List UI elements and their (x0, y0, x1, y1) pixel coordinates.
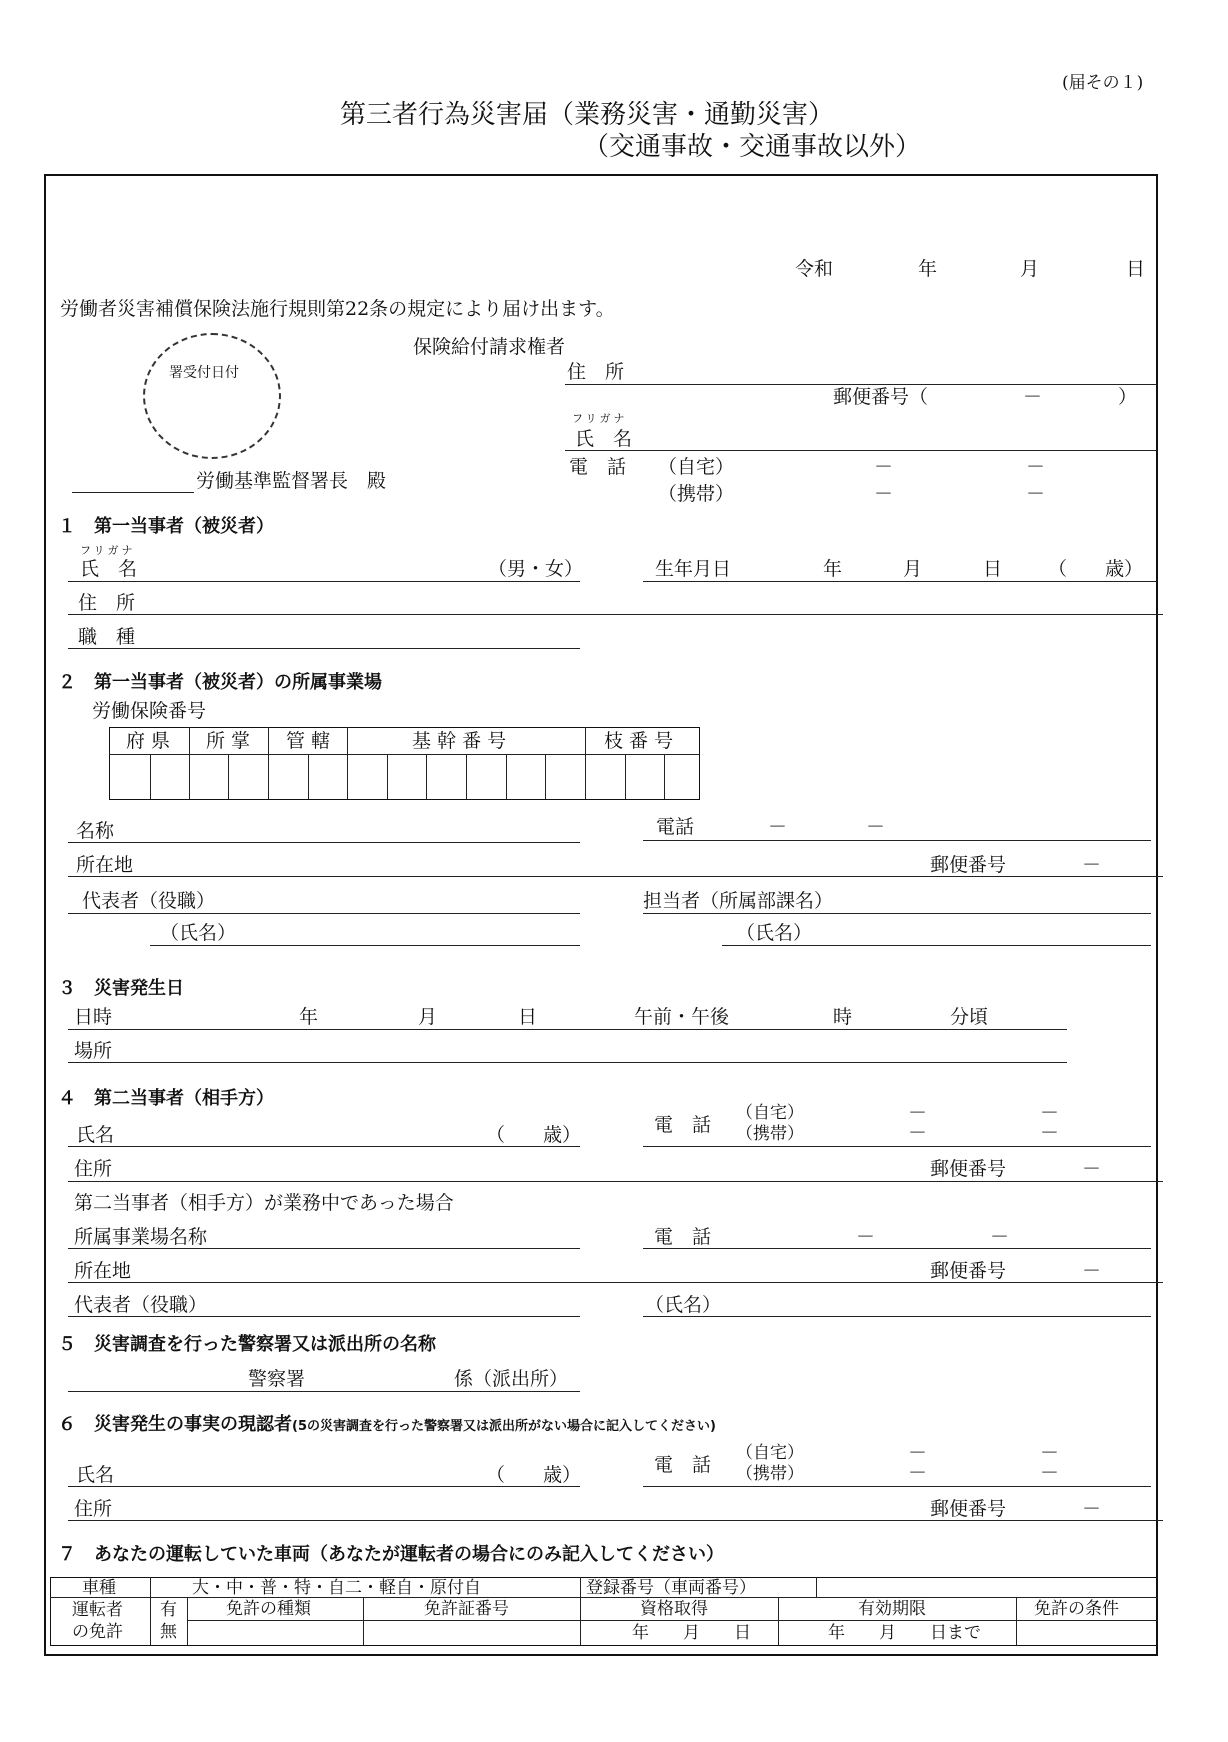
s6-address-line[interactable] (68, 1520, 1163, 1521)
s4-location-label: 所在地 (74, 1260, 132, 1282)
s4-location-postal-label: 郵便番号 (930, 1260, 1007, 1282)
section7-heading: ７ あなたの運転していた車両（あなたが運転者の場合にのみ記入してください） (58, 1544, 724, 1565)
s3-datetime-label: 日時 (74, 1006, 113, 1028)
s5-police-label: 警察署 (248, 1368, 306, 1390)
receipt-stamp-circle (143, 333, 281, 459)
claimant-furigana: フリガナ (572, 412, 628, 425)
s6-home-label: （自宅） (736, 1443, 804, 1463)
vehicle-col (363, 1597, 364, 1645)
dash: － (1026, 483, 1046, 505)
s2-insurance-label: 労働保険番号 (92, 700, 207, 722)
section6-heading: ６ 災害発生の事実の現認者 (58, 1414, 292, 1435)
s3-ampm: 午前・午後 (634, 1006, 730, 1028)
driver-license-label-1: 運転者 (72, 1600, 123, 1620)
license-conditions-label: 免許の条件 (1034, 1599, 1119, 1619)
grid-cell (625, 755, 626, 799)
s4-on-duty-note: 第二当事者（相手方）が業務中であった場合 (74, 1192, 454, 1214)
s1-address-label: 住 所 (78, 592, 136, 614)
s6-address-label: 住所 (74, 1498, 113, 1520)
vehicle-col (150, 1577, 151, 1645)
dash: － (874, 456, 894, 478)
s1-address-line[interactable] (68, 614, 1163, 615)
grid-cell (506, 755, 507, 799)
s4-office-name-line[interactable] (68, 1248, 580, 1249)
s2-location-label: 所在地 (76, 854, 134, 876)
dash: － (866, 816, 886, 838)
license-number-label: 免許証番号 (424, 1599, 509, 1619)
s6-mobile-label: （携帯） (736, 1464, 804, 1484)
s2-name-label: 名称 (76, 820, 115, 842)
s2-rep-line[interactable] (68, 913, 580, 914)
s3-day: 日 (518, 1006, 538, 1028)
dash: － (1082, 1158, 1102, 1180)
grid-cell (387, 755, 388, 799)
s2-phone-line[interactable] (643, 840, 1151, 841)
s6-postal-label: 郵便番号 (930, 1498, 1007, 1520)
s6-phone-label: 電 話 (654, 1454, 712, 1476)
vehicle-type-label: 車種 (82, 1578, 116, 1598)
s1-birth-year: 年 (823, 558, 843, 580)
office-name-line[interactable] (72, 492, 194, 493)
grid-col (585, 727, 586, 799)
s2-rep-label: 代表者（役職） (82, 890, 216, 912)
claimant-home-label: （自宅） (658, 456, 735, 478)
form-title: 第三者行為災害届（業務災害・通勤災害） (340, 100, 835, 130)
date-day: 日 (1126, 258, 1146, 280)
s6-name-label: 氏名 (76, 1464, 115, 1486)
s4-rep-name-line[interactable] (643, 1316, 1151, 1317)
s4-name-line[interactable] (68, 1146, 580, 1147)
s3-hour: 時 (833, 1006, 853, 1028)
vehicle-col (816, 1577, 817, 1598)
section2-heading: ２ 第一当事者（被災者）の所属事業場 (58, 672, 382, 693)
dash: － (856, 1226, 876, 1248)
grid-cell (426, 755, 427, 799)
s5-branch-label: 係（派出所） (454, 1368, 569, 1390)
claimant-address-line[interactable] (565, 384, 1157, 385)
s4-office-phone-line[interactable] (643, 1248, 1151, 1249)
s4-office-phone-label: 電 話 (654, 1226, 712, 1248)
section6-heading-wrap (58, 1414, 716, 1436)
date-era: 令和 (795, 258, 834, 280)
grid-cell (150, 755, 151, 799)
s1-birth-day: 日 (983, 558, 1003, 580)
s6-name-line[interactable] (68, 1486, 580, 1487)
expiry-date: 年 月 日まで (828, 1623, 981, 1643)
section5-heading: ５ 災害調査を行った警察署又は派出所の名称 (58, 1334, 436, 1355)
s4-office-name-label: 所属事業場名称 (74, 1226, 208, 1248)
acquired-label: 資格取得 (640, 1599, 708, 1619)
s4-address-line[interactable] (68, 1181, 1163, 1182)
s3-year: 年 (299, 1006, 319, 1028)
grid-header-district: 管 轄 (286, 730, 331, 752)
section4-heading: ４ 第二当事者（相手方） (58, 1088, 274, 1109)
section6-note: (5の災害調査を行った警察署又は派出所がない場合に記入してください) (292, 1419, 716, 1434)
s1-name-line[interactable] (68, 581, 580, 582)
dash: － (908, 1102, 928, 1124)
s1-birth-label: 生年月日 (655, 558, 732, 580)
s4-name-label: 氏名 (76, 1124, 115, 1146)
section1-heading: １ 第一当事者（被災者） (58, 516, 274, 537)
s1-furigana: フリガナ (80, 544, 136, 557)
s4-rep-name-label: （氏名） (645, 1294, 722, 1316)
s1-gender: （男・女） (488, 558, 584, 580)
s2-contact-line[interactable] (643, 913, 1151, 914)
driver-license-label-2: の免許 (72, 1622, 123, 1642)
dash: － (908, 1122, 928, 1144)
s1-name-label: 氏 名 (80, 558, 138, 580)
claimant-name-label: 氏 名 (575, 428, 633, 450)
dash: － (990, 1226, 1010, 1248)
dash: － (874, 483, 894, 505)
dash: － (1040, 1102, 1060, 1124)
dash: － (1026, 456, 1046, 478)
s2-contact-name-label: （氏名） (736, 922, 813, 944)
grid-cell (228, 755, 229, 799)
grid-header-branch-number: 枝 番 号 (604, 730, 674, 752)
grid-header-main-number: 基 幹 番 号 (412, 730, 507, 752)
claimant-address-label: 住 所 (567, 361, 625, 383)
s4-phone-label: 電 話 (654, 1114, 712, 1136)
acquired-date: 年 月 日 (632, 1623, 751, 1643)
expiry-label: 有効期限 (858, 1599, 926, 1619)
s1-job-label: 職 種 (78, 626, 136, 648)
s3-minute: 分頃 (950, 1006, 989, 1028)
grid-cell (664, 755, 665, 799)
s1-birth-line[interactable] (643, 581, 1157, 582)
grid-cell (545, 755, 546, 799)
s1-age: （ 歳） (1048, 558, 1144, 580)
s4-address-label: 住所 (74, 1158, 113, 1180)
s1-job-line[interactable] (68, 648, 580, 649)
vehicle-col (778, 1597, 779, 1645)
dash: － (1040, 1442, 1060, 1464)
s2-rep-name-line[interactable] (150, 945, 580, 946)
s2-contact-name-line[interactable] (722, 945, 1151, 946)
s4-age: （ 歳） (486, 1124, 582, 1146)
license-row-divider (187, 1620, 1158, 1621)
s4-postal-label: 郵便番号 (930, 1158, 1007, 1180)
grid-col (189, 727, 190, 799)
s4-home-label: （自宅） (736, 1103, 804, 1123)
s4-mobile-label: （携帯） (736, 1124, 804, 1144)
claimant-phone-label: 電 話 (569, 456, 627, 478)
grid-cell (466, 755, 467, 799)
s3-place-line[interactable] (68, 1062, 1067, 1063)
vehicle-type-options[interactable]: 大・中・普・特・自二・軽自・原付自 (192, 1578, 481, 1598)
s2-location-line[interactable] (68, 876, 1163, 877)
s1-birth-month: 月 (903, 558, 923, 580)
grid-col (268, 727, 269, 799)
vehicle-col (580, 1577, 581, 1645)
s3-month: 月 (418, 1006, 438, 1028)
claimant-title: 保険給付請求権者 (413, 336, 566, 358)
license-no[interactable]: 無 (160, 1622, 177, 1642)
vehicle-col (187, 1597, 188, 1645)
dash: － (1040, 1122, 1060, 1144)
date-month: 月 (1020, 258, 1040, 280)
s4-location-line[interactable] (68, 1282, 1163, 1283)
dash: － (1082, 1498, 1102, 1520)
dash: － (908, 1462, 928, 1484)
grid-header-jurisdiction: 所 掌 (206, 730, 251, 752)
intro-text: 労働者災害補償保険法施行規則第22条の規定により届け出ます。 (60, 298, 615, 320)
s2-rep-name-label: （氏名） (160, 922, 237, 944)
claimant-postal: 郵便番号（ － ） (833, 386, 1138, 408)
s3-place-label: 場所 (74, 1040, 113, 1062)
form-number: (届その１) (1062, 73, 1144, 93)
s4-rep-line[interactable] (68, 1316, 580, 1317)
dash: － (1040, 1462, 1060, 1484)
dash: － (1082, 1260, 1102, 1282)
dash: － (1082, 854, 1102, 876)
dash: － (908, 1442, 928, 1464)
grid-col (347, 727, 348, 799)
s6-age: （ 歳） (486, 1464, 582, 1486)
date-year: 年 (918, 258, 938, 280)
claimant-name-line[interactable] (565, 450, 1157, 451)
form-subtitle: （交通事故・交通事故以外） (583, 132, 922, 162)
license-type-label: 免許の種類 (226, 1599, 311, 1619)
stamp-label: 署受付日付 (169, 365, 239, 381)
s6-phone-line[interactable] (643, 1486, 1151, 1487)
claimant-mobile-label: （携帯） (658, 483, 735, 505)
license-yes[interactable]: 有 (160, 1600, 177, 1620)
s3-datetime-line[interactable] (68, 1029, 1067, 1030)
s5-police-line[interactable] (68, 1391, 580, 1392)
s2-name-line[interactable] (68, 842, 580, 843)
s4-rep-label: 代表者（役職） (74, 1294, 208, 1316)
office-head-label: 労働基準監督署長 殿 (196, 470, 387, 492)
s4-phone-line[interactable] (643, 1146, 1151, 1147)
grid-header-prefecture: 府 県 (126, 730, 171, 752)
s2-phone-label: 電話 (656, 816, 695, 838)
grid-divider (109, 754, 700, 755)
dash: － (768, 816, 788, 838)
registration-number-label: 登録番号（車両番号） (586, 1578, 756, 1598)
vehicle-col (1016, 1597, 1017, 1645)
grid-cell (308, 755, 309, 799)
section3-heading: ３ 災害発生日 (58, 978, 184, 999)
s2-postal-label: 郵便番号 (930, 854, 1007, 876)
s2-contact-label: 担当者（所属部課名） (643, 890, 834, 912)
